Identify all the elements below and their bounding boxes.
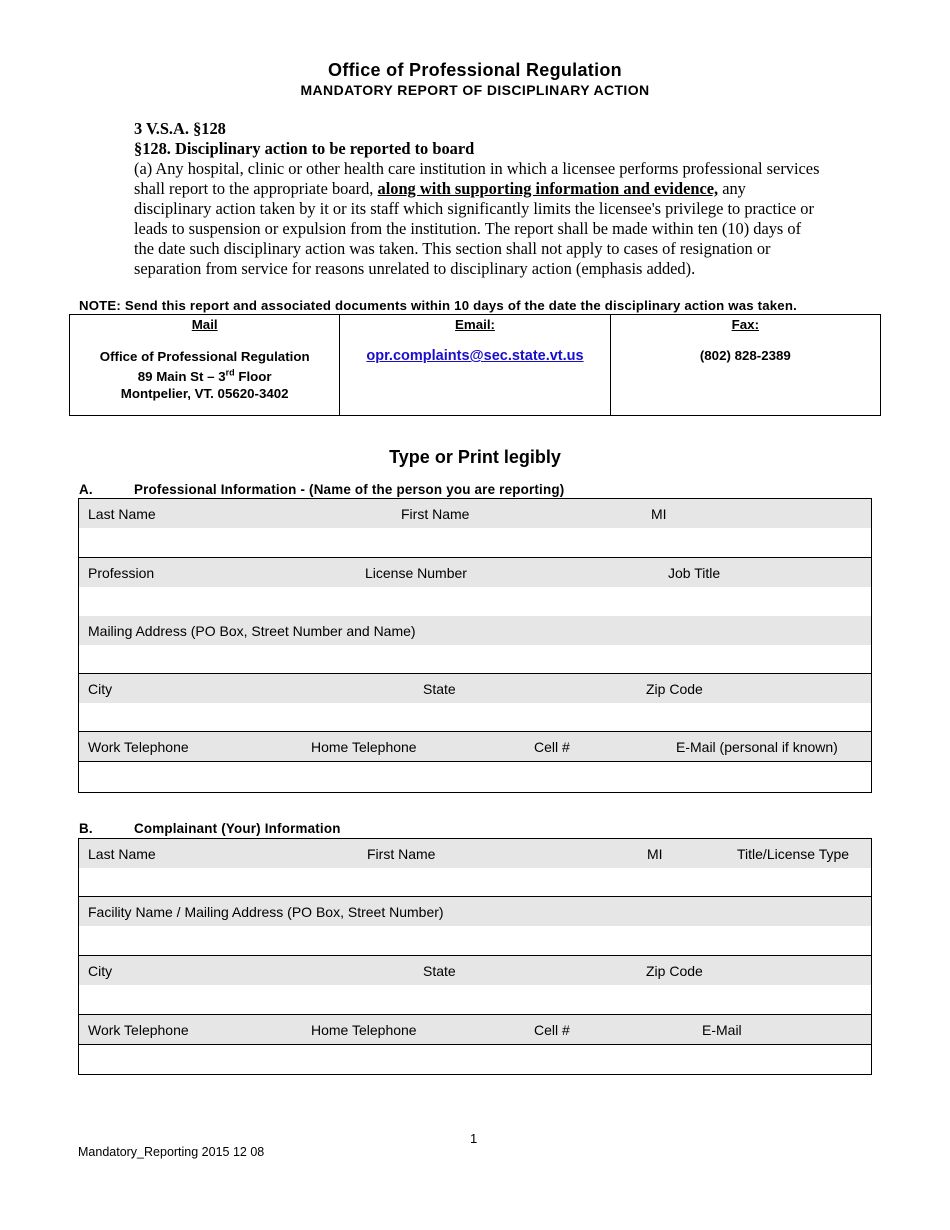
a-address-field[interactable] xyxy=(79,645,871,673)
section-b-title: Complainant (Your) Information xyxy=(134,821,341,836)
page-subtitle: MANDATORY REPORT OF DISCIPLINARY ACTION xyxy=(300,82,650,98)
contact-email-cell xyxy=(340,315,610,416)
mail-header: Mail xyxy=(191,317,218,332)
section-b-form xyxy=(78,838,872,1075)
a-work-phone-label: Work Telephone xyxy=(88,739,189,755)
statute-citation: 3 V.S.A. §128 xyxy=(134,119,226,138)
b-phone-field[interactable] xyxy=(79,1045,871,1073)
email-header: Email: xyxy=(455,317,495,332)
mail-line xyxy=(70,365,339,385)
section-b-letter: B. xyxy=(79,821,93,836)
section-a-form xyxy=(78,498,872,793)
b-email-label: E-Mail xyxy=(702,1022,742,1038)
b-zip-label: Zip Code xyxy=(646,963,703,979)
b-cell-label: Cell # xyxy=(534,1022,570,1038)
page-title: Office of Professional Regulation xyxy=(328,60,622,80)
a-mailing-address-label: Mailing Address (PO Box, Street Number and Name) xyxy=(88,623,416,639)
a-cell-label: Cell # xyxy=(534,739,570,755)
b-first-name-label: First Name xyxy=(367,846,436,862)
section-a-heading xyxy=(79,482,779,498)
contact-fax-cell xyxy=(610,315,880,416)
statute-paragraph xyxy=(134,159,824,279)
a-city-field[interactable] xyxy=(79,703,871,731)
statute-text-before: (a) Any hospital, clinic or other health care institution in which a licensee performs professional services shall report to the appropriate board, xyxy=(134,159,820,198)
b-mi-label: MI xyxy=(647,846,663,862)
statute-emphasis: along with supporting information and evidence, xyxy=(377,179,719,198)
a-state-label: State xyxy=(423,681,456,697)
mail-street: 89 Main St – 3rd Floor xyxy=(137,368,272,385)
email-link[interactable]: opr.complaints@sec.state.vt.us xyxy=(366,348,584,364)
a-last-name-label: Last Name xyxy=(88,506,156,522)
a-mi-label: MI xyxy=(651,506,667,522)
statute-text-after: any disciplinary action taken by it or its staff which significantly limits the licensee's privilege to practice or leads to suspension or expulsion from the institution. The report shall be made within ten (10) days of the date such disciplinary action was taken. This section shall not apply to cases of resignation or separation from service for reasons unrelated to disciplinary action (emphasis added). xyxy=(134,179,814,278)
a-row-phone-labels xyxy=(79,732,871,761)
fax-number: (802) 828-2389 xyxy=(699,348,791,363)
a-profession-field[interactable] xyxy=(79,587,871,615)
contact-table xyxy=(69,314,881,416)
b-name-field[interactable] xyxy=(79,868,871,896)
b-state-label: State xyxy=(423,963,456,979)
mail-line: Office of Professional Regulation xyxy=(99,349,310,364)
b-last-name-label: Last Name xyxy=(88,846,156,862)
section-a-title: Professional Information - (Name of the person you are reporting) xyxy=(134,482,565,497)
b-row-phone-labels xyxy=(79,1015,871,1044)
b-city-label: City xyxy=(88,963,113,979)
section-a-letter: A. xyxy=(79,482,93,497)
a-name-field[interactable] xyxy=(79,528,871,557)
submission-note: NOTE: Send this report and associated documents within 10 days of the date the disciplinary action was taken. xyxy=(79,298,797,313)
a-row-address-labels xyxy=(79,616,871,645)
a-row-city-labels xyxy=(79,674,871,703)
b-facility-address-label: Facility Name / Mailing Address (PO Box, Street Number) xyxy=(88,904,444,920)
a-license-number-label: License Number xyxy=(365,565,467,581)
a-row-name-labels xyxy=(79,499,871,528)
a-row-profession-labels xyxy=(79,558,871,587)
b-work-phone-label: Work Telephone xyxy=(88,1022,189,1038)
b-title-license-label: Title/License Type xyxy=(737,846,850,862)
section-b-heading xyxy=(79,821,779,837)
contact-mail-cell xyxy=(70,315,340,416)
fax-header: Fax: xyxy=(731,317,759,332)
form-title: Type or Print legibly xyxy=(389,447,561,467)
b-city-field[interactable] xyxy=(79,985,871,1013)
a-job-title-label: Job Title xyxy=(668,565,721,581)
mail-line: Montpelier, VT. 05620-3402 xyxy=(120,386,289,402)
a-zip-label: Zip Code xyxy=(646,681,703,697)
a-email-label: E-Mail (personal if known) xyxy=(676,739,838,755)
page-number: 1 xyxy=(470,1131,478,1146)
a-first-name-label: First Name xyxy=(401,506,470,522)
ordinal-suffix: rd xyxy=(225,368,235,378)
b-row-city-labels xyxy=(79,956,871,985)
mail-address xyxy=(70,348,339,402)
b-home-phone-label: Home Telephone xyxy=(311,1022,417,1038)
form-code: Mandatory_Reporting 2015 12 08 xyxy=(78,1145,265,1159)
a-profession-label: Profession xyxy=(88,565,155,581)
b-row-address-labels xyxy=(79,897,871,926)
b-row-name-labels xyxy=(79,839,871,868)
a-city-label: City xyxy=(88,681,113,697)
statute-heading: §128. Disciplinary action to be reported to board xyxy=(134,139,475,158)
a-phone-field[interactable] xyxy=(79,762,871,791)
b-address-field[interactable] xyxy=(79,926,871,954)
a-home-phone-label: Home Telephone xyxy=(311,739,417,755)
statute-block xyxy=(134,119,824,279)
